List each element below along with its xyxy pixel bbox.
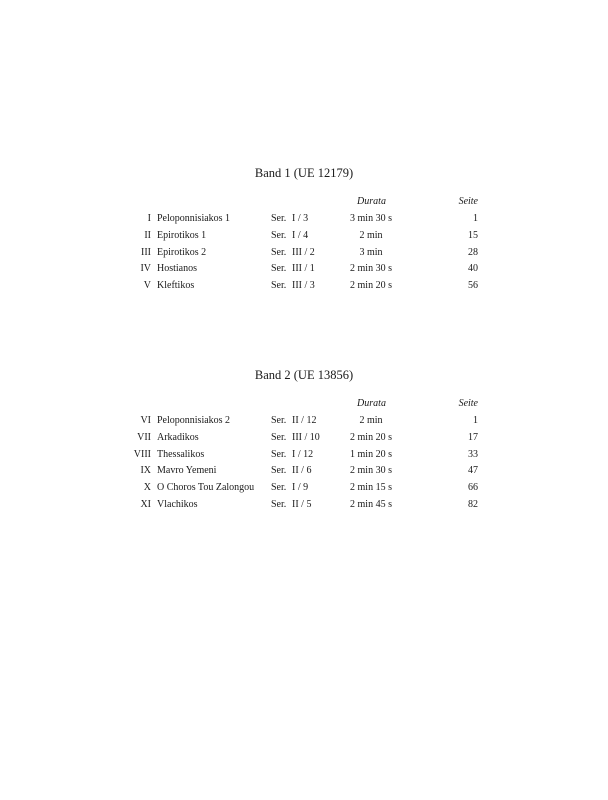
piece-number: IV [140, 263, 151, 275]
piece-title: Peloponnisiakos 2 [157, 415, 231, 426]
piece-number: III [141, 246, 151, 258]
piece-title: Kleftikos [157, 280, 195, 292]
piece-row [0, 447, 608, 464]
piece-number: X [143, 482, 151, 494]
piece-duration: 2 min [359, 415, 383, 426]
piece-page: 66 [468, 482, 478, 494]
durata-header: Durata [357, 398, 386, 409]
series-label: Ser. [271, 229, 287, 241]
series-label: Ser. [271, 465, 287, 477]
piece-row [0, 497, 608, 514]
piece-page: 15 [468, 229, 478, 241]
series-number: II / 5 [292, 498, 312, 510]
piece-page: 40 [468, 263, 478, 275]
piece-number: IX [140, 465, 151, 477]
series-number: III / 10 [292, 431, 320, 443]
piece-duration: 3 min [359, 246, 383, 258]
piece-list [0, 211, 608, 295]
piece-title: Epirotikos 1 [157, 229, 207, 241]
series-number: I / 12 [292, 448, 314, 460]
series-label: Ser. [271, 482, 287, 494]
piece-title: Epirotikos 2 [157, 246, 207, 258]
piece-page: 1 [473, 415, 478, 426]
series-label: Ser. [271, 263, 287, 275]
piece-row [0, 261, 608, 278]
piece-row [0, 245, 608, 262]
piece-duration: 2 min 30 s [350, 263, 392, 275]
piece-duration: 2 min 15 s [350, 482, 392, 494]
series-label: Ser. [271, 246, 287, 258]
piece-page: 17 [468, 431, 478, 443]
piece-page: 82 [468, 498, 478, 510]
piece-row [0, 480, 608, 497]
piece-number: VIII [133, 448, 151, 460]
series-label: Ser. [271, 280, 287, 292]
series-number: I / 3 [292, 213, 309, 224]
series-number: II / 6 [292, 465, 312, 477]
series-number: III / 1 [292, 263, 315, 275]
piece-title: Arkadikos [157, 431, 199, 443]
piece-duration: 2 min 45 s [350, 498, 392, 510]
series-number: I / 4 [292, 229, 309, 241]
piece-title: Vlachikos [157, 498, 198, 510]
piece-duration: 2 min [359, 229, 383, 241]
piece-duration: 3 min 30 s [350, 213, 392, 224]
series-label: Ser. [271, 213, 287, 224]
piece-row [0, 228, 608, 245]
durata-header: Durata [357, 196, 386, 207]
piece-row [0, 463, 608, 480]
piece-number: V [143, 280, 151, 292]
piece-duration: 1 min 20 s [350, 448, 392, 460]
piece-title: Thessalikos [157, 448, 205, 460]
piece-row [0, 278, 608, 295]
piece-number: VI [140, 415, 151, 426]
piece-title: Peloponnisiakos 1 [157, 213, 231, 224]
piece-duration: 2 min 30 s [350, 465, 392, 477]
piece-duration: 2 min 20 s [350, 280, 392, 292]
piece-duration: 2 min 20 s [350, 431, 392, 443]
series-number: II / 12 [292, 415, 317, 426]
piece-number: II [144, 229, 151, 241]
piece-page: 1 [473, 213, 478, 224]
band-title: Band 2 (UE 13856) [254, 368, 354, 382]
piece-list [0, 413, 608, 514]
piece-page: 47 [468, 465, 478, 477]
series-label: Ser. [271, 448, 287, 460]
piece-row [0, 430, 608, 447]
piece-page: 28 [468, 246, 478, 258]
band-title: Band 1 (UE 12179) [254, 166, 354, 180]
series-label: Ser. [271, 498, 287, 510]
series-label: Ser. [271, 415, 287, 426]
seite-header: Seite [458, 398, 478, 409]
series-number: I / 9 [292, 482, 309, 494]
piece-row [0, 413, 608, 430]
piece-page: 56 [468, 280, 478, 292]
series-number: III / 3 [292, 280, 315, 292]
series-number: III / 2 [292, 246, 315, 258]
series-label: Ser. [271, 431, 287, 443]
piece-title: Mavro Yemeni [157, 465, 217, 477]
piece-number: VII [137, 431, 151, 443]
seite-header: Seite [458, 196, 478, 207]
piece-page: 33 [468, 448, 478, 460]
piece-title: O Choros Tou Zalongou [157, 482, 255, 494]
piece-title: Hostianos [157, 263, 197, 275]
piece-number: I [147, 213, 151, 224]
piece-row [0, 211, 608, 228]
piece-number: XI [140, 498, 151, 510]
